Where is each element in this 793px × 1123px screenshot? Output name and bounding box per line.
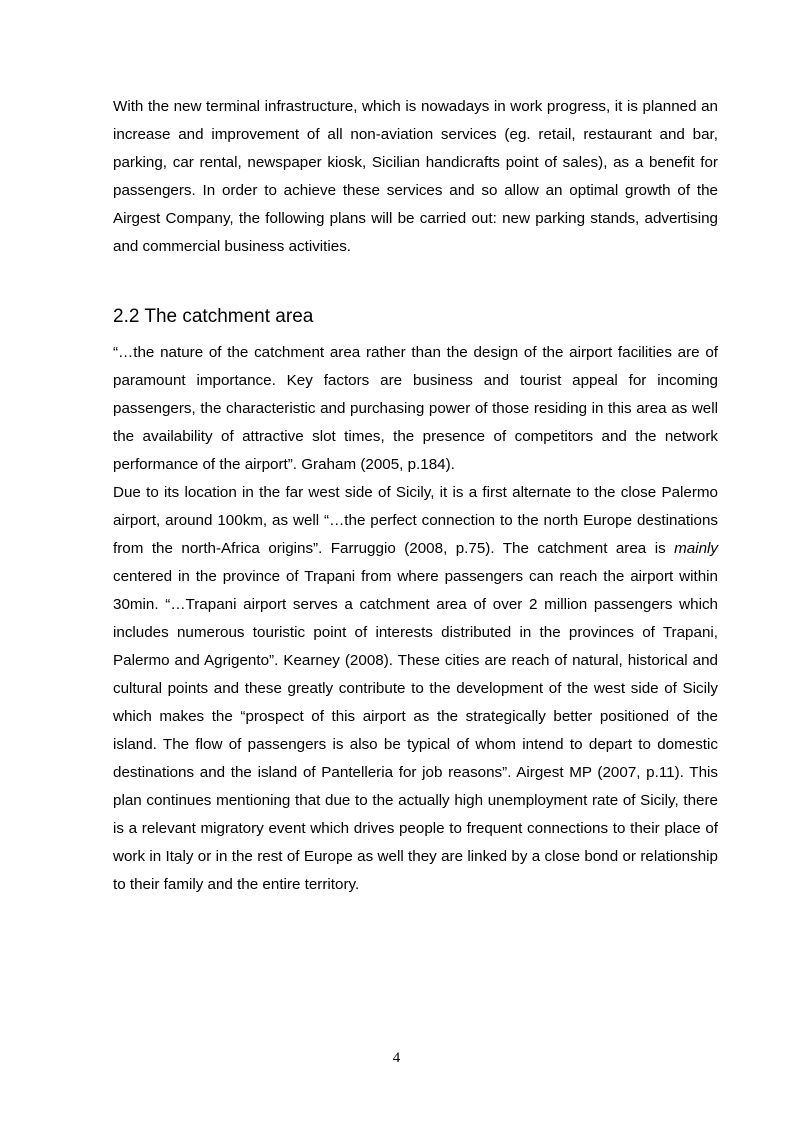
location-text-end: centered in the province of Trapani from where passengers can reach the airport within 30min. “…Trapani airport serves a catchment area of over 2 million passengers which includes numerous touristic point of interests distributed in the provinces of Trapani, Palermo and Agrigento”. Kearney (2008). These cities are reach of natural, historical and cultural points and these greatly contribute to the development of the west side of Sicily which makes the “prospect of this airport as the strategically better positioned of the island. The flow of passengers is also be typical of whom intend to depart to domestic destinations and the island of Pantelleria for job reasons”. Airgest MP (2007, p.11). This plan continues mentioning that due to the actually high unemployment rate of Sicily, there is a relevant migratory event which drives people to frequent connections to their place of work in Italy or in the rest of Europe as well they are linked by a close bond or relationship to their family and the entire territory. xyxy=(113,568,718,893)
section-heading: 2.2 The catchment area xyxy=(113,306,314,327)
location-paragraph xyxy=(113,479,718,899)
location-text-start: Due to its location in the far west side of Sicily, it is a first alternate to the close Palermo airport, around 100km, as well “…the perfect connection to the north Europe destinations from the north-Africa origins”. Farruggio (2008, p.75). The catchment area is xyxy=(113,484,718,557)
intro-paragraph: With the new terminal infrastructure, which is nowadays in work progress, it is planned an increase and improvement of all non-aviation services (eg. retail, restaurant and bar, parking, car rental, newspaper kiosk, Sicilian handicrafts point of sales), as a benefit for passengers. In order to achieve these services and so allow an optimal growth of the Airgest Company, the following plans will be carried out: new parking stands, advertising and commercial business activities. xyxy=(113,98,718,255)
quote-paragraph: “…the nature of the catchment area rather than the design of the airport facilities are of paramount importance. Key factors are business and tourist appeal for incoming passengers, the characteristic and purchasing power of those residing in this area as well the availability of attractive slot times, the presence of competitors and the network performance of the airport”. Graham (2005, p.184). xyxy=(113,344,718,473)
page-content xyxy=(113,93,718,899)
emphasis-text: mainly xyxy=(674,540,718,557)
page-number: 4 xyxy=(392,1050,401,1066)
